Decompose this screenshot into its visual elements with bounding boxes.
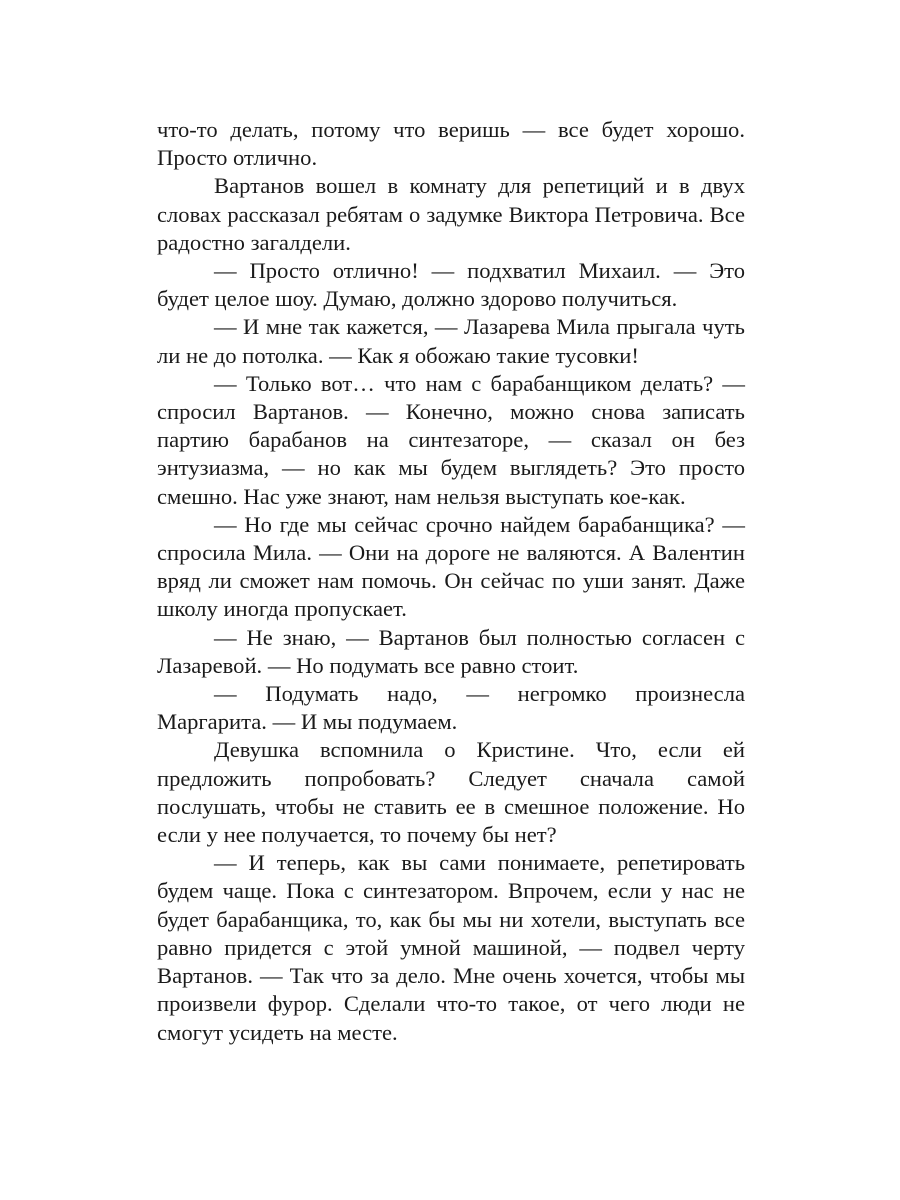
paragraph-4: — И мне так кажется, — Лазарева Мила прыгала чуть ли не до потолка. — Как я обожаю такие тусовки! <box>157 314 745 368</box>
book-page <box>157 116 745 1047</box>
paragraph-8: — Подумать надо, — негромко произнесла Маргарита. — И мы подумаем. <box>157 681 745 735</box>
paragraph-9: Девушка вспомнила о Кристине. Что, если ей предложить попробовать? Следует сначала самой послушать, чтобы не ставить ее в смешное положение. Но если у нее получается, то почему бы нет? <box>157 737 745 848</box>
paragraph-1: что-то делать, потому что веришь — все будет хорошо. Просто отлично. <box>157 117 745 171</box>
paragraph-7: — Не знаю, — Вартанов был полностью согласен с Лазаревой. — Но подумать все равно стоит. <box>157 624 745 678</box>
paragraph-10: — И теперь, как вы сами понимаете, репетировать будем чаще. Пока с синтезатором. Впрочем, если у нас не будет барабанщика, то, как бы мы ни хотели, выступать все равно придется с этой умной машиной, — подвел черту Вартанов. — Так что за дело. Мне очень хочется, чтобы мы произвели фурор. Сделали что-то такое, от чего люди не смогут усидеть на месте. <box>157 850 745 1045</box>
paragraph-3: — Просто отлично! — подхватил Михаил. — Это будет целое шоу. Думаю, должно здорово получиться. <box>157 258 745 312</box>
paragraph-2: Вартанов вошел в комнату для репетиций и в двух словах рассказал ребятам о задумке Виктора Петровича. Все радостно загалдели. <box>157 173 745 255</box>
paragraph-5: — Только вот… что нам с барабанщиком делать? — спросил Вартанов. — Конечно, можно снова записать партию барабанов на синтезаторе, — сказал он без энтузиазма, — но как мы будем выглядеть? Это просто смешно. Нас уже знают, нам нельзя выступать кое-как. <box>157 370 745 509</box>
paragraph-6: — Но где мы сейчас срочно найдем барабанщика? — спросила Мила. — Они на дороге не валяются. А Валентин вряд ли сможет нам помочь. Он сейчас по уши занят. Даже школу иногда пропускает. <box>157 511 745 622</box>
